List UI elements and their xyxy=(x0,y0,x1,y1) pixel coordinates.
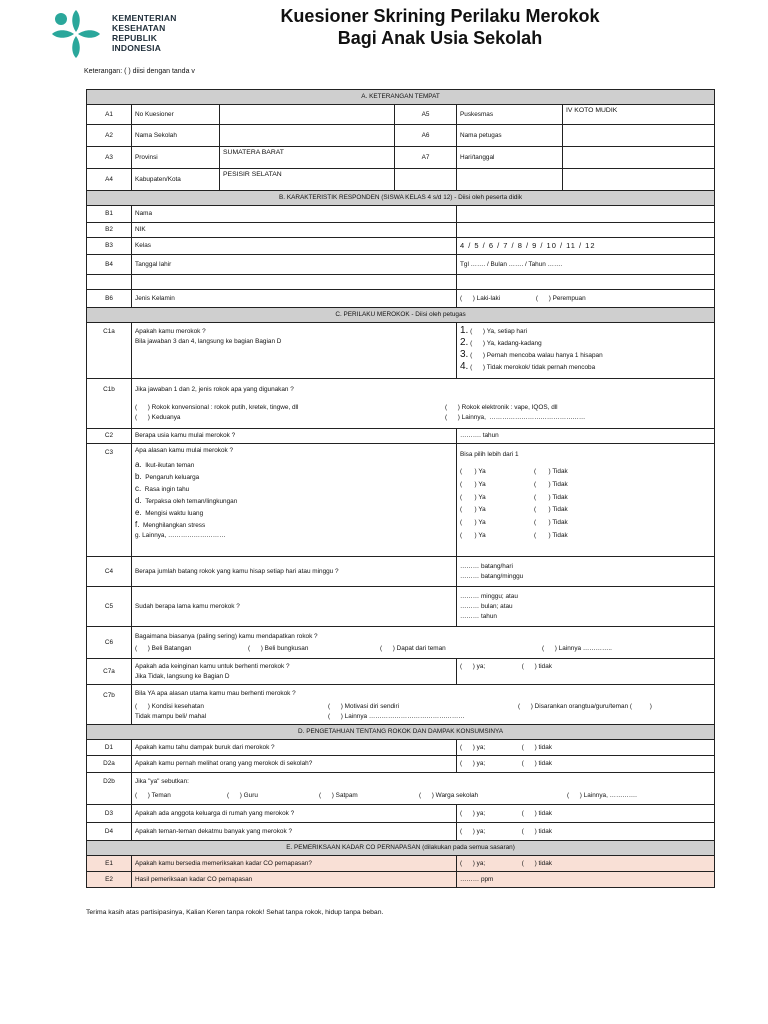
beli-bungkusan-checkbox[interactable]: ( ) Beli bungkusan xyxy=(248,644,309,652)
ministry-name: KEMENTERIAN KESEHATAN REPUBLIK INDONESIA xyxy=(112,13,177,53)
table-row: C7b Bila YA apa alasan utama kamu mau berhenti merokok ? ( ) Kondisi kesehatan ( ) Motivasi diri sendiri ( ) Disarankan orangtua/guru/teman ( ) Tidak mampu beli/ mahal ( ) Lainnya ……………………………………… xyxy=(87,685,715,725)
section-c-header: C. PERILAKU MEROKOK - Diisi oleh petugas xyxy=(87,308,715,323)
batang-minggu-field[interactable]: ……… batang/minggu xyxy=(460,572,524,580)
table-row: B3 Kelas 4 / 5 / 6 / 7 / 8 / 9 / 10 / 11 / 12 xyxy=(87,238,715,255)
table-row: C1b Jika jawaban 1 dan 2, jenis rokok apa yang digunakan ? ( ) Rokok konvensional : rokok putih, kretek, tingwe, dll ( ) Rokok elektronik : vape, IQOS, dll ( ) Keduanya ( ) Lainnya, ……………………………………… xyxy=(87,379,715,429)
lama-minggu-field[interactable]: ……… minggu; atau xyxy=(460,592,518,600)
c3-tidak-checkbox[interactable]: ( ) Tidak xyxy=(534,531,568,539)
e1-tidak-checkbox[interactable]: ( ) tidak xyxy=(521,859,552,867)
table-row: B6 Jenis Kelamin ( ) Laki-laki ( ) Perempuan xyxy=(87,290,715,308)
d3-ya-checkbox[interactable]: ( ) ya; xyxy=(460,809,486,817)
table-row: C2 Berapa usia kamu mulai merokok ? ………. tahun xyxy=(87,429,715,444)
c3-lainnya-field[interactable]: g. Lainnya, ……………………… xyxy=(135,532,226,539)
perempuan-checkbox[interactable]: ( ) Perempuan xyxy=(535,294,586,302)
satpam-checkbox[interactable]: ( ) Satpam xyxy=(319,792,358,799)
lama-bulan-field[interactable]: ……… bulan; atau xyxy=(460,602,513,610)
table-row: A3 Provinsi SUMATERA BARAT A7 Hari/tanggal xyxy=(87,147,715,169)
hari-tanggal-field[interactable] xyxy=(563,147,715,169)
table-row: C7a Apakah ada keinginan kamu untuk berhenti merokok ? Jika Tidak, langsung ke Bagian D ( ) ya; ( ) tidak xyxy=(87,659,715,685)
lainnya-c7b-checkbox[interactable]: ( ) Lainnya ……………………………………… xyxy=(328,713,465,720)
kabupaten-field[interactable]: PESISIR SELATAN xyxy=(220,169,395,191)
c3-tidak-checkbox[interactable]: ( ) Tidak xyxy=(534,493,568,501)
d4-tidak-checkbox[interactable]: ( ) tidak xyxy=(521,827,552,835)
section-d-header: D. PENGETAHUAN TENTANG ROKOK DAN DAMPAK KONSUMSINYA xyxy=(87,725,715,740)
lainnya-d2b-checkbox[interactable]: ( ) Lainnya, …………. xyxy=(567,792,637,799)
table-row: D4 Apakah teman-teman dekatmu banyak yang merokok ? ( ) ya; ( ) tidak xyxy=(87,823,715,841)
c1a-option-1[interactable]: 1. ( ) Ya, setiap hari xyxy=(460,325,528,336)
rokok-elektronik-checkbox[interactable]: ( ) Rokok elektronik : vape, IQOS, dll xyxy=(445,404,558,411)
table-row: D1 Apakah kamu tahu dampak buruk dari merokok ? ( ) ya; ( ) tidak xyxy=(87,740,715,756)
c3-tidak-checkbox[interactable]: ( ) Tidak xyxy=(534,519,568,527)
footer-note: Terima kasih atas partisipasinya, Kalian Keren tanpa rokok! Sehat tanpa rokok, hidup tanpa beban. xyxy=(86,909,384,916)
no-kuesioner-field[interactable] xyxy=(220,105,395,125)
c7a-ya-checkbox[interactable]: ( ) ya; xyxy=(460,663,486,670)
kondisi-kesehatan-checkbox[interactable]: ( ) Kondisi kesehatan xyxy=(135,703,204,710)
section-a-header: A. KETERANGAN TEMPAT xyxy=(87,90,715,105)
d4-ya-checkbox[interactable]: ( ) ya; xyxy=(460,827,486,835)
provinsi-field[interactable]: SUMATERA BARAT xyxy=(220,147,395,169)
table-row: C1a Apakah kamu merokok ? Bila jawaban 3 dan 4, langsung ke bagian Bagian D 1. ( ) Ya, setiap hari 2. ( ) Ya, kadang-kadang 3. ( ) Pernah mencoba walau hanya 1 hisapan 4. ( ) Tidak merokok/ tidak pernah mencoba xyxy=(87,323,715,379)
table-row: B2 NIK xyxy=(87,223,715,238)
table-row: C3 Apa alasan kamu mulai merokok ? a. Ikut-ikutan teman b. Pengaruh keluarga c. Rasa ingin tahu d. Terpaksa oleh teman/lingkungan e. Mengisi waktu luang f. Menghilangkan stress g. Lainnya, ……………………… Bisa pilih lebih dari 1 ( ) Ya ( ) Tidak ( ) Ya ( ) Tidak ( ) Ya ( ) Tidak ( ) Ya ( ) Tidak ( ) Ya ( ) Tidak ( ) Ya ( ) Tidak xyxy=(87,444,715,557)
laki-laki-checkbox[interactable]: ( ) Laki-laki xyxy=(460,294,501,302)
motivasi-diri-checkbox[interactable]: ( ) Motivasi diri sendiri xyxy=(328,703,400,710)
d3-tidak-checkbox[interactable]: ( ) tidak xyxy=(521,809,552,817)
e1-ya-checkbox[interactable]: ( ) ya; xyxy=(460,859,486,867)
c3-ya-checkbox[interactable]: ( ) Ya xyxy=(460,519,486,527)
c7a-tidak-checkbox[interactable]: ( ) tidak xyxy=(521,663,552,670)
table-row: A4 Kabupaten/Kota PESISIR SELATAN xyxy=(87,169,715,191)
keduanya-checkbox[interactable]: ( ) Keduanya xyxy=(135,414,181,421)
dapat-dari-teman-checkbox[interactable]: ( ) Dapat dari teman xyxy=(380,644,446,652)
kemenkes-logo-icon xyxy=(48,6,104,62)
disarankan-checkbox[interactable]: ( ) Disarankan orangtua/guru/teman ( ) xyxy=(518,703,652,710)
d1-tidak-checkbox[interactable]: ( ) tidak xyxy=(521,743,552,751)
d2a-tidak-checkbox[interactable]: ( ) tidak xyxy=(521,760,552,767)
table-row: C5 Sudah berapa lama kamu merokok ? ……… minggu; atau ……… bulan; atau ……… tahun xyxy=(87,587,715,627)
puskesmas-field[interactable]: IV KOTO MUDIK xyxy=(563,105,715,125)
d2a-ya-checkbox[interactable]: ( ) ya; xyxy=(460,760,486,767)
nama-field[interactable] xyxy=(457,206,715,223)
c3-tidak-checkbox[interactable]: ( ) Tidak xyxy=(534,468,568,475)
lainnya-c1b-checkbox[interactable]: ( ) Lainnya, ……………………………………… xyxy=(445,414,586,421)
c3-ya-checkbox[interactable]: ( ) Ya xyxy=(460,506,486,514)
table-row: B1 Nama xyxy=(87,206,715,223)
nik-field[interactable] xyxy=(457,223,715,238)
usia-mulai-field[interactable]: ………. tahun xyxy=(457,429,715,444)
instruction-note: Keterangan: ( ) diisi dengan tanda v xyxy=(84,68,195,75)
c1a-option-3[interactable]: 3. ( ) Pernah mencoba walau hanya 1 hisapan xyxy=(460,349,603,360)
form-title: Kuesioner Skrining Perilaku Merokok xyxy=(280,6,600,26)
beli-batangan-checkbox[interactable]: ( ) Beli Batangan xyxy=(135,644,192,652)
c3-ya-checkbox[interactable]: ( ) Ya xyxy=(460,531,486,539)
lama-tahun-field[interactable]: ……… tahun xyxy=(460,612,497,620)
c1a-option-2[interactable]: 2. ( ) Ya, kadang-kadang xyxy=(460,337,542,348)
c3-ya-checkbox[interactable]: ( ) Ya xyxy=(460,493,486,501)
rokok-konvensional-checkbox[interactable]: ( ) Rokok konvensional : rokok putih, kretek, tingwe, dll xyxy=(135,404,299,411)
section-e-header: E. PEMERIKSAAN KADAR CO PERNAPASAN (dilakukan pada semua sasaran) xyxy=(87,841,715,856)
tidak-mampu-option[interactable]: Tidak mampu beli/ mahal xyxy=(135,713,207,720)
c1a-option-4[interactable]: 4. ( ) Tidak merokok/ tidak pernah mencoba xyxy=(460,361,596,372)
c3-ya-checkbox[interactable]: ( ) Ya xyxy=(460,468,486,475)
c3-tidak-checkbox[interactable]: ( ) Tidak xyxy=(534,480,568,488)
c3-tidak-checkbox[interactable]: ( ) Tidak xyxy=(534,506,568,514)
warga-sekolah-checkbox[interactable]: ( ) Warga sekolah xyxy=(419,792,479,799)
table-row: E2 Hasil pemeriksaan kadar CO pernapasan ……… ppm xyxy=(87,872,715,888)
d1-ya-checkbox[interactable]: ( ) ya; xyxy=(460,743,486,751)
table-row xyxy=(87,275,715,290)
table-row: D2b Jika "ya" sebutkan: ( ) Teman ( ) Guru ( ) Satpam ( ) Warga sekolah ( ) Lainnya, …………. xyxy=(87,773,715,805)
batang-hari-field[interactable]: ……… batang/hari xyxy=(460,562,513,570)
co-ppm-field[interactable]: ……… ppm xyxy=(457,872,715,888)
nama-petugas-field[interactable] xyxy=(563,125,715,147)
table-row: D2a Apakah kamu pernah melihat orang yang merokok di sekolah? ( ) ya; ( ) tidak xyxy=(87,756,715,773)
form-subtitle: Bagi Anak Usia Sekolah xyxy=(337,28,543,48)
table-row: A2 Nama Sekolah A6 Nama petugas xyxy=(87,125,715,147)
table-row: C6 Bagaimana biasanya (paling sering) kamu mendapatkan rokok ? ( ) Beli Batangan ( ) Beli bungkusan ( ) Dapat dari teman ( ) Lainnya ………….. xyxy=(87,627,715,659)
tanggal-lahir-field[interactable]: Tgl ……. / Bulan ……. / Tahun ……. xyxy=(457,255,715,275)
nama-sekolah-field[interactable] xyxy=(220,125,395,147)
table-row: E1 Apakah kamu bersedia memeriksakan kadar CO pernapasan? ( ) ya; ( ) tidak xyxy=(87,856,715,872)
questionnaire-table xyxy=(86,89,715,888)
lainnya-c6-checkbox[interactable]: ( ) Lainnya ………….. xyxy=(542,644,612,652)
section-b-header: B. KARAKTERISTIK RESPONDEN (SISWA KELAS 4 s/d 12) - Diisi oleh peserta didik xyxy=(87,191,715,206)
guru-checkbox[interactable]: ( ) Guru xyxy=(227,792,258,799)
table-row: D3 Apakah ada anggota keluarga di rumah yang merokok ? ( ) ya; ( ) tidak xyxy=(87,805,715,823)
table-row: B4 Tanggal lahir Tgl ……. / Bulan ……. / Tahun ……. xyxy=(87,255,715,275)
c3-ya-checkbox[interactable]: ( ) Ya xyxy=(460,480,486,488)
teman-checkbox[interactable]: ( ) Teman xyxy=(135,792,171,799)
kelas-options[interactable]: 4 / 5 / 6 / 7 / 8 / 9 / 10 / 11 / 12 xyxy=(457,238,715,255)
table-row: C4 Berapa jumlah batang rokok yang kamu hisap setiap hari atau minggu ? ……… batang/hari ……… batang/minggu xyxy=(87,557,715,587)
table-row: A1 No Kuesioner A5 Puskesmas IV KOTO MUDIK xyxy=(87,105,715,125)
